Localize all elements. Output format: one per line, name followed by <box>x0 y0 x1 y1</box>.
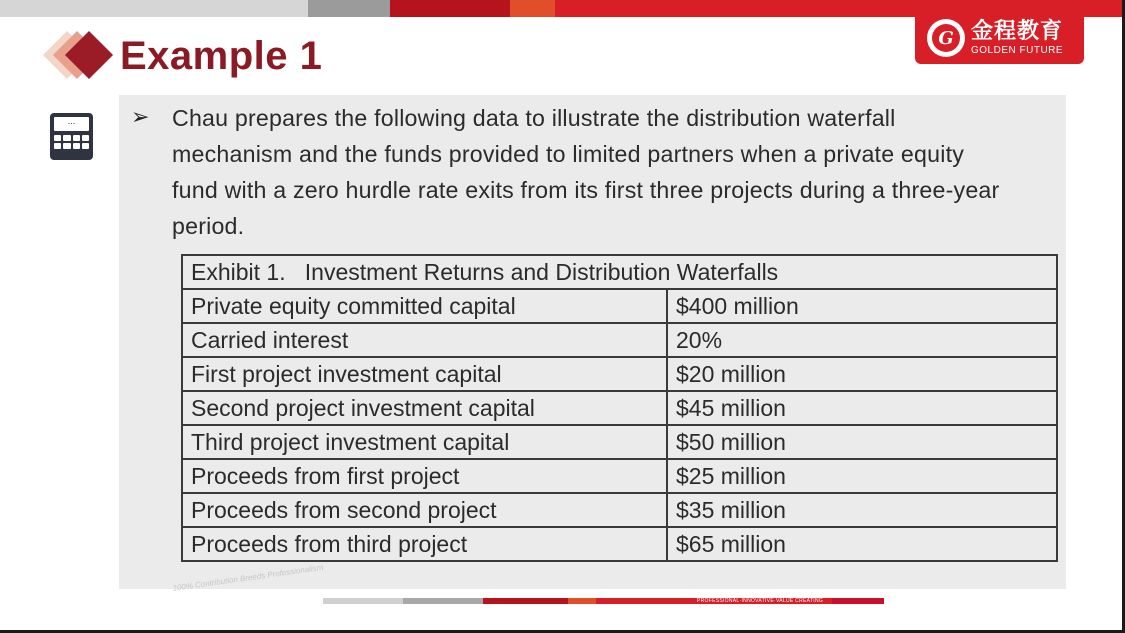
statement-line: Chau prepares the following data to illustrate the distribution waterfall <box>172 105 896 131</box>
row-label: Proceeds from third project <box>182 527 667 561</box>
row-label: Proceeds from first project <box>182 459 667 493</box>
table-row <box>182 289 1057 323</box>
row-label: Second project investment capital <box>182 391 667 425</box>
row-value: $35 million <box>667 493 1057 527</box>
row-label: Carried interest <box>182 323 667 357</box>
statement-line: period. <box>172 213 245 239</box>
row-value: $20 million <box>667 357 1057 391</box>
logo-name-en: GOLDEN FUTURE <box>971 44 1064 56</box>
footer-tagline: PROFESSIONAL·INNOVATIVE·VALUE CREATING <box>697 598 824 604</box>
row-value: $50 million <box>667 425 1057 459</box>
table-row <box>182 323 1057 357</box>
table-row <box>182 459 1057 493</box>
table-row <box>182 391 1057 425</box>
problem-statement <box>172 100 1058 244</box>
row-value: $400 million <box>667 289 1057 323</box>
row-value: $65 million <box>667 527 1057 561</box>
top-bar-segment <box>308 0 390 17</box>
arrow-bullet-icon: ➢ <box>131 105 150 130</box>
top-bar-segment <box>390 0 510 17</box>
golden-future-emblem-icon <box>927 19 965 57</box>
row-value: $25 million <box>667 459 1057 493</box>
row-label: First project investment capital <box>182 357 667 391</box>
row-label: Third project investment capital <box>182 425 667 459</box>
title-diamond-icon <box>46 30 116 80</box>
statement-line: mechanism and the funds provided to limited partners when a private equity <box>172 141 965 167</box>
calculator-icon: ... <box>50 113 93 160</box>
exhibit-caption: Exhibit 1. Investment Returns and Distribution Waterfalls <box>182 255 1057 289</box>
top-bar-segment <box>0 0 308 17</box>
row-value: 20% <box>667 323 1057 357</box>
logo-name-cn: 金程教育 <box>971 18 1064 44</box>
table-row <box>182 357 1057 391</box>
row-label: Private equity committed capital <box>182 289 667 323</box>
brand-logo <box>915 12 1084 64</box>
statement-line: fund with a zero hurdle rate exits from its first three projects during a three-year <box>172 177 1000 203</box>
logo-emblem-letter: G <box>932 24 960 52</box>
footer-watermark: 100% Contribution Breeds Professionalism <box>172 562 324 593</box>
table-row <box>182 527 1057 561</box>
table-row <box>182 425 1057 459</box>
table-row <box>182 493 1057 527</box>
row-label: Proceeds from second project <box>182 493 667 527</box>
top-bar-segment <box>510 0 555 17</box>
page-title: Example 1 <box>120 34 323 78</box>
row-value: $45 million <box>667 391 1057 425</box>
exhibit-caption-row <box>182 255 1057 289</box>
exhibit-table <box>181 254 1058 562</box>
